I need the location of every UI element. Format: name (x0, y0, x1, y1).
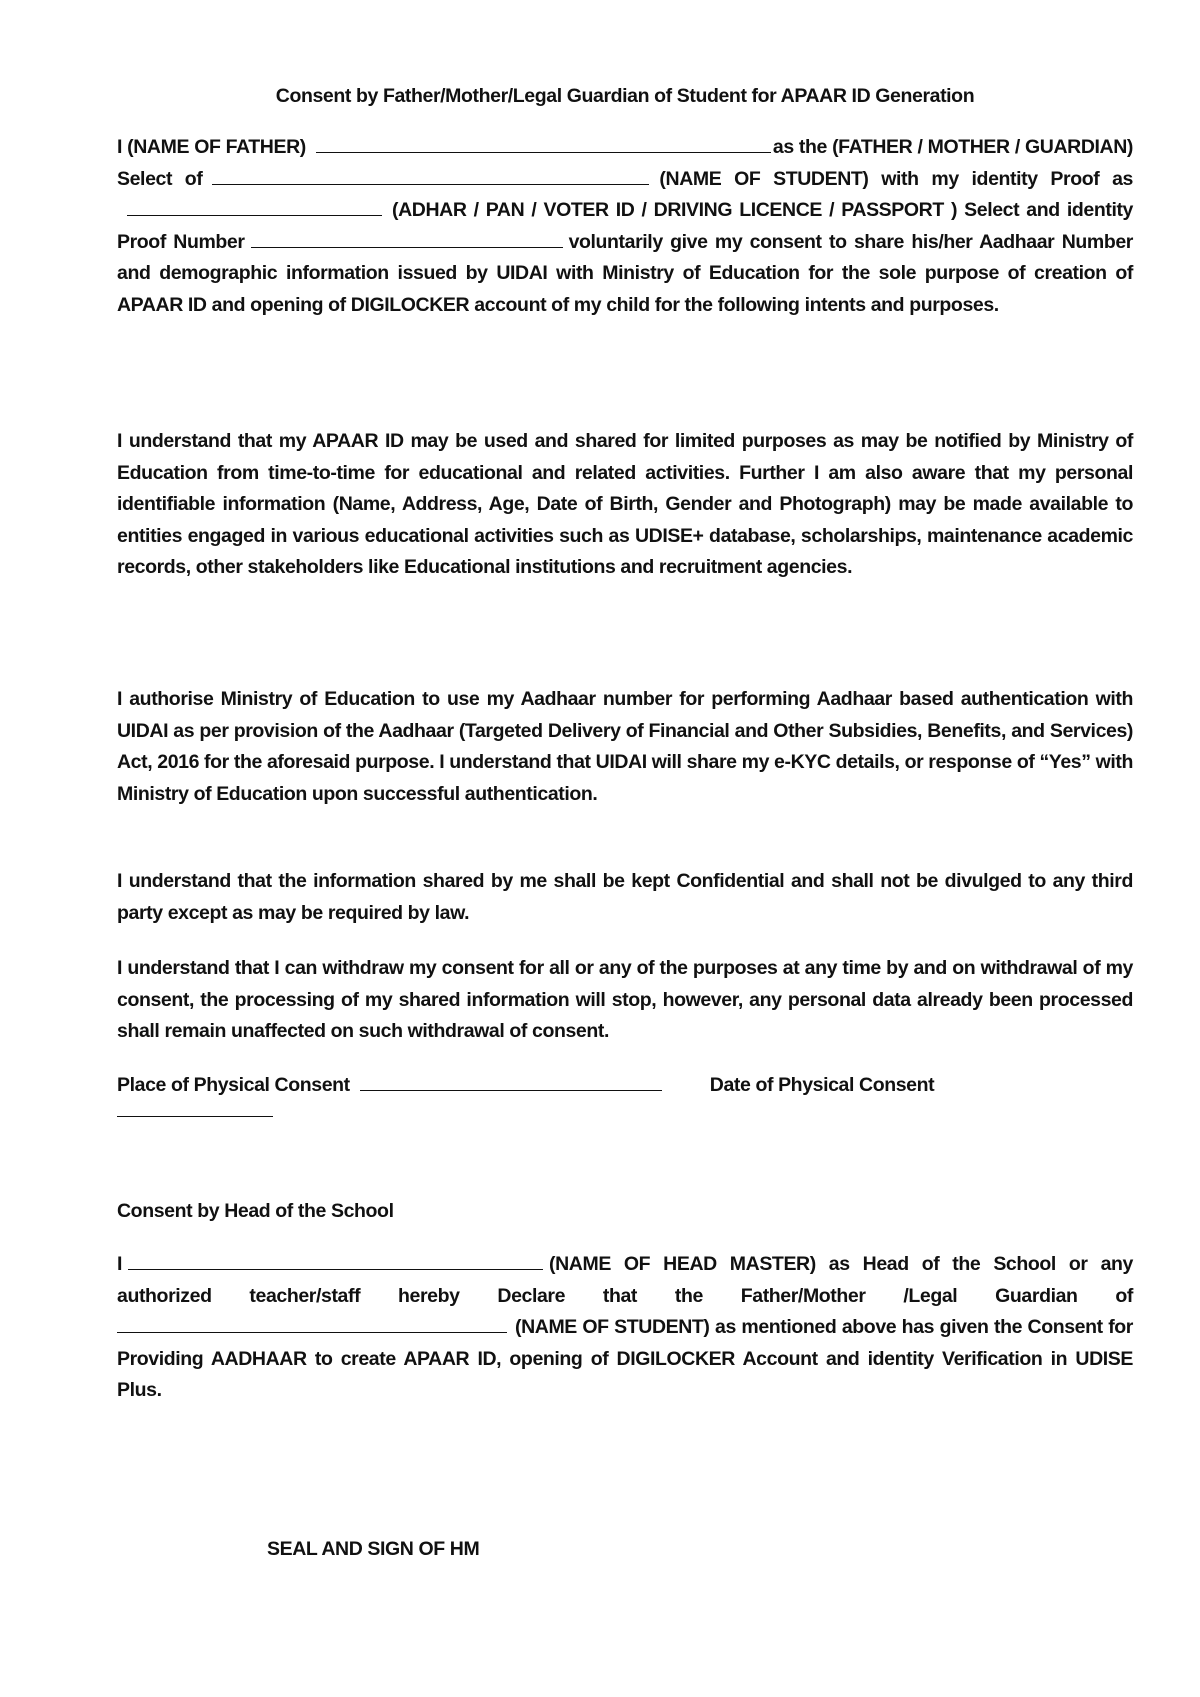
student-name-field[interactable] (117, 1332, 507, 1333)
head-master-name-field[interactable] (128, 1269, 543, 1270)
date-label: Date of Physical Consent (709, 1074, 935, 1096)
school-text-3: (NAME OF STUDENT) as mentioned above has given the Consent for Providing AADHAAR to create APAAR ID, opening of DIGILOCKER Account and identity Verification in UDISE Plus. (117, 1316, 1133, 1401)
identity-proof-type-field[interactable] (127, 215, 382, 216)
consent-form-page (117, 0, 1133, 1697)
parent-consent-paragraph (117, 132, 1133, 321)
place-label: Place of Physical Consent (117, 1074, 350, 1096)
seal-and-sign-label: SEAL AND SIGN OF HM (267, 1538, 480, 1560)
school-consent-paragraph (117, 1249, 1133, 1407)
withdraw-paragraph: I understand that I can withdraw my consent for all or any of the purposes at any time by and on withdrawal of my consent, the processing of my shared information will stop, however, any personal data already been processed shall remain unaffected on such withdrawal of consent. (117, 957, 1133, 1042)
date-field[interactable] (117, 1116, 273, 1117)
identity-proof-number-field[interactable] (251, 247, 563, 248)
consent-text-3: (NAME OF STUDENT) with my identity Proof as (659, 167, 1133, 190)
father-name-field[interactable] (316, 152, 771, 153)
authorise-paragraph: I authorise Ministry of Education to use my Aadhaar number for performing Aadhaar based authentication with UIDAI as per provision of the Aadhaar (Targeted Delivery of Financial and Other Subsidies, Benefits, and Services) Act, 2016 for the aforesaid purpose. I understand that UIDAI will share my e-KYC details, or response of “Yes” with Ministry of Education upon successful authentication. (117, 688, 1133, 805)
consent-text-2: as the (FATHER / MOTHER / GUARDIAN) Select of (117, 136, 1133, 190)
form-title: Consent by Father/Mother/Legal Guardian of Student for APAAR ID Generation (275, 85, 975, 107)
school-text-1: I (117, 1253, 123, 1275)
usage-paragraph: I understand that my APAAR ID may be used and shared for limited purposes as may be notified by Ministry of Education from time-to-time for educational and related activities. Further I am also aware that my personal identifiable information (Name, Address, Age, Date of Birth, Gender and Photograph) may be made available to entities engaged in various educational activities such as UDISE+ database, scholarships, maintenance academic records, other stakeholders like Educational institutions and recruitment agencies. (117, 430, 1133, 578)
confidential-paragraph: I understand that the information shared by me shall be kept Confidential and shall not be divulged to any third party except as may be required by law. (117, 870, 1133, 924)
school-consent-heading: Consent by Head of the School (117, 1200, 394, 1222)
place-date-row (117, 1070, 1133, 1102)
consent-text-1: I (NAME OF FATHER) (117, 136, 306, 158)
consent-text-4: (ADHAR / PAN / VOTER ID / DRIVING LICENCE / PASSPORT ) Select and identity Proof Number (117, 199, 1133, 253)
consent-text-5: voluntarily give my consent to share his/her Aadhaar Number and demographic information issued by UIDAI with Ministry of Education for the sole purpose of creation of APAAR ID and opening of DIGILOCKER account of my child for the following intents and purposes. (117, 230, 1133, 316)
place-field[interactable] (360, 1090, 662, 1091)
select-field[interactable] (212, 184, 649, 185)
school-text-2: (NAME OF HEAD MASTER) as Head of the School or any authorized teacher/staff hereby Declare that the Father/Mother /Legal Guardian of (117, 1253, 1133, 1307)
